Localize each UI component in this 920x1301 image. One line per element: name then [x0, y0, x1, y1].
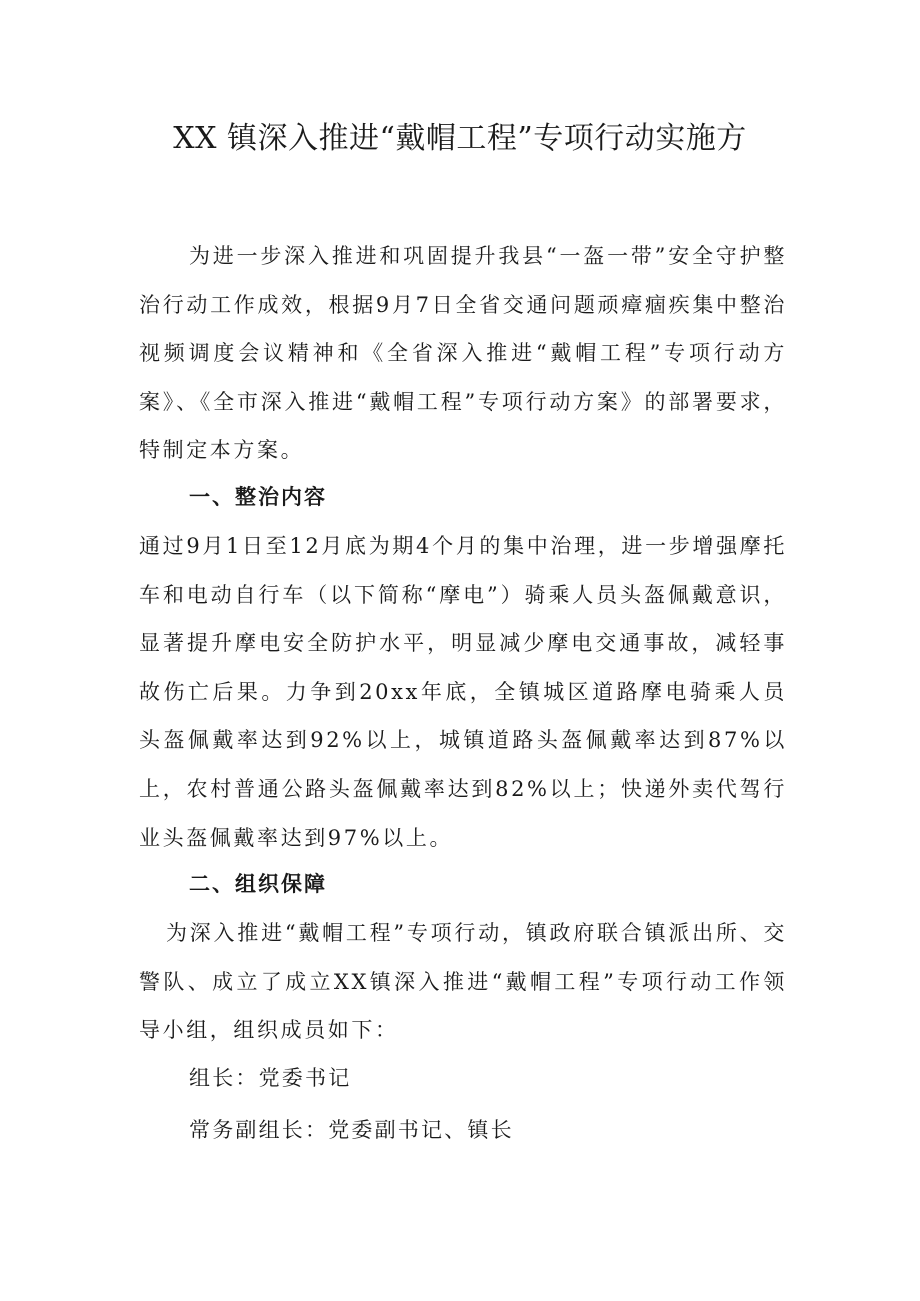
section-1-paragraph: 通过9月1日至12月底为期4个月的集中治理，进一步增强摩托车和电动自行车（以下简称“摩电”）骑乘人员头盔佩戴意识，显著提升摩电安全防护水平，明显减少摩电交通事故，减轻事故伤亡后果。力争到20xx年底，全镇城区道路摩电骑乘人员头盔佩戴率达到92%以上，城镇道路头盔佩戴率达到87%以上，农村普通公路头盔佩戴率达到82%以上；快递外卖代驾行业头盔佩戴率达到97%以上。: [139, 534, 787, 850]
section-2-heading: 二、组织保障: [189, 872, 327, 896]
section-1-heading: 一、整治内容: [189, 485, 327, 509]
intro-paragraph: 为进一步深入推进和巩固提升我县“一盔一带”安全守护整治行动工作成效，根据9月7日全省交通问题顽瘴痼疾集中整治视频调度会议精神和《全省深入推进“戴帽工程”专项行动方案》、《全市深入推进“戴帽工程”专项行动方案》的部署要求，特制定本方案。: [139, 244, 787, 463]
section-2-paragraph: 为深入推进“戴帽工程”专项行动，镇政府联合镇派出所、交警队、成立了成立XX镇深入推进“戴帽工程”专项行动工作领导小组，组织成员如下：: [139, 921, 787, 1043]
member-line: 常务副组长：党委副书记、镇长: [189, 1118, 514, 1142]
document-title: XX 镇深入推进“戴帽工程”专项行动实施方: [173, 121, 747, 156]
member-line: 组长：党委书记: [189, 1066, 352, 1090]
